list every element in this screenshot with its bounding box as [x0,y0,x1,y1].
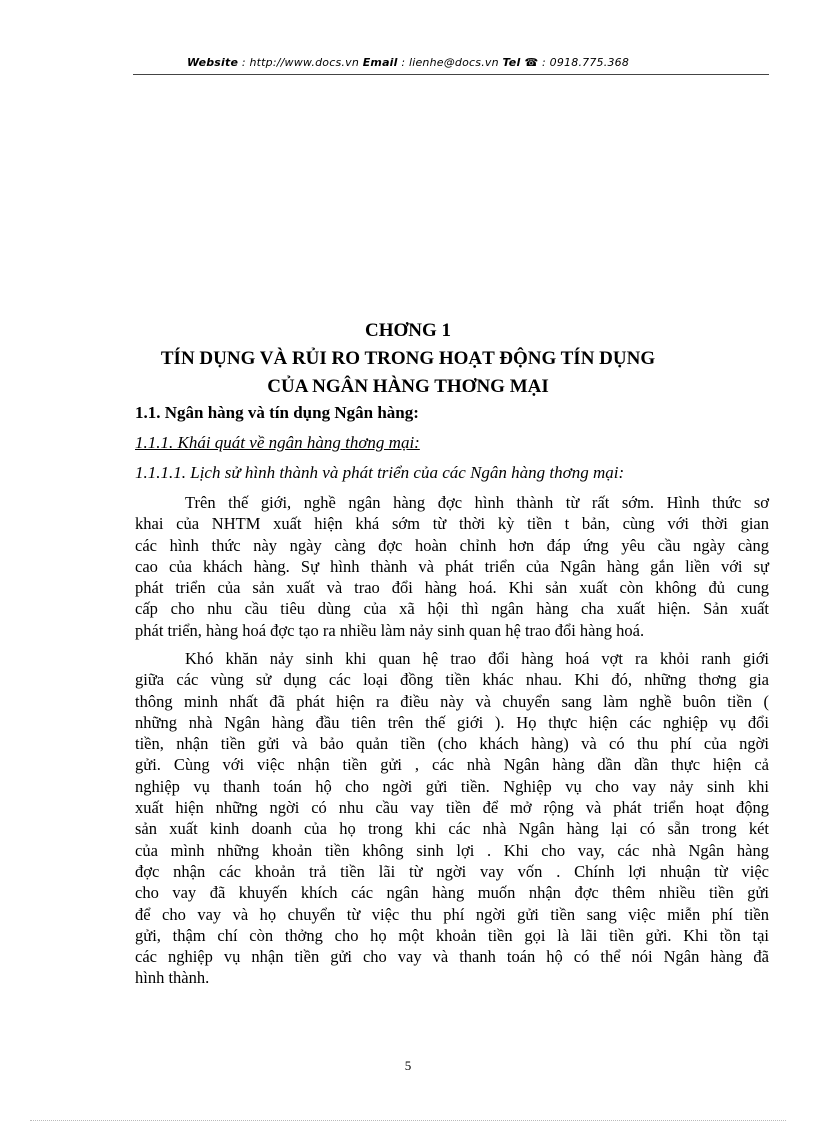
chapter-title-line2: CỦA NGÂN HÀNG THƠNG MẠI [267,376,549,397]
email-label: Email [362,56,398,69]
paragraph-line: của mình những khoản tiền không sinh lợi . Khi cho vay, các nhà Ngân hàng [135,840,769,860]
paragraph-line: cho vay đã khuyến khích các ngân hàng muốn nhận đợc thêm nhiều tiền gửi [135,883,769,903]
tel-value: : 0918.775.368 [538,56,630,69]
paragraph-line: cấp cho nhu cầu tiêu dùng của xã hội thì ngân hàng cha xuất hiện. Sản xuất [135,599,769,619]
subsection-heading: 1.1.1. Khái quát về ngân hàng thơng mại: [135,433,420,452]
website-value: : http://www.docs.vn [238,56,363,69]
paragraph-line: Trên thế giới, nghề ngân hàng đợc hình thành từ rất sớm. Hình thức sơ [185,493,769,512]
paragraph-line: để cho vay và họ chuyển từ việc thu phí ngời gửi tiền sang việc miễn phí tiền [135,904,769,924]
chapter-title-line1: TÍN DỤNG VÀ RỦI RO TRONG HOẠT ĐỘNG TÍN DỤNG [160,348,656,369]
paragraph-line: giữa các vùng sử dụng các loại đồng tiền khác nhau. Khi đó, những thơng gia [135,670,769,690]
paragraph-line: những nhà Ngân hàng đầu tiên trên thế giới ). Họ thực hiện các nghiệp vụ đổi [135,712,769,732]
paragraph-line: gửi. Cùng với việc nhận tiền gửi , các nhà Ngân hàng dần dần thực hiện cả [135,755,769,775]
paragraph-line: các hình thức này ngày càng đợc hoàn chỉnh hơn đáp ứng yêu cầu ngày càng [135,535,769,555]
paragraph-line: phát triển của sản xuất và trao đổi hàng hoá. Khi sản xuất còn không đủ cung [135,578,769,598]
paragraph-line: gửi, thậm chí còn thởng cho họ một khoản tiền gọi là lãi tiền gửi. Khi tồn tại [135,925,769,945]
website-label: Website [186,56,239,69]
chapter-number: CHƠNG 1 [364,320,452,341]
header-divider [133,74,769,75]
paragraph-2 [135,648,769,989]
paragraph-line: nghiệp vụ thanh toán hộ cho ngời gửi tiền. Nghiệp vụ cho vay nảy sinh khi [135,776,769,796]
footer-divider [30,1120,786,1121]
section-heading: 1.1. Ngân hàng và tín dụng Ngân hàng: [135,403,419,422]
paragraph-line: các nghiệp vụ nhận tiền gửi cho vay và thanh toán hộ có thể nói Ngân hàng đã [135,947,769,967]
paragraph-line: hình thành. [135,968,210,988]
tel-label: Tel ☎ [502,56,539,69]
paragraph-line: sản xuất kinh doanh của họ trong khi các nhà Ngân hàng lại có sẵn trong két [135,819,769,839]
paragraph-line: Khó khăn nảy sinh khi quan hệ trao đổi hàng hoá vợt ra khỏi ranh giới [185,649,769,668]
email-value: : lienhe@docs.vn [397,56,503,69]
paragraph-line: xuất hiện những ngời có nhu cầu vay tiền để mở rộng và phát triển hoạt động [135,798,769,818]
paragraph-line: đợc nhận các khoản trả tiền lãi từ ngời vay vốn . Chính lợi nhuận từ việc [135,861,769,881]
page-header [0,56,816,69]
paragraph-1 [135,492,769,641]
paragraph-line: cao của khách hàng. Sự hình thành và phát triển của Ngân hàng gắn liền với sự [135,556,769,576]
subsubsection-heading: 1.1.1.1. Lịch sử hình thành và phát triển của các Ngân hàng thơng mại: [135,463,625,482]
paragraph-line: tiền, nhận tiền gửi và bảo quản tiền (cho khách hàng) và có thu phí của ngời [135,734,769,754]
paragraph-line: thông minh nhất đã phát hiện ra điều này và chuyển sang làm nghề buôn tiền ( [135,691,769,711]
paragraph-line: phát triển, hàng hoá đợc tạo ra nhiều làm nảy sinh quan hệ trao đổi hàng hoá. [135,620,645,640]
paragraph-line: khai của NHTM xuất hiện khá sớm từ thời kỳ tiền t bản, cùng với thời gian [135,514,769,534]
page-number: 5 [404,1058,412,1073]
